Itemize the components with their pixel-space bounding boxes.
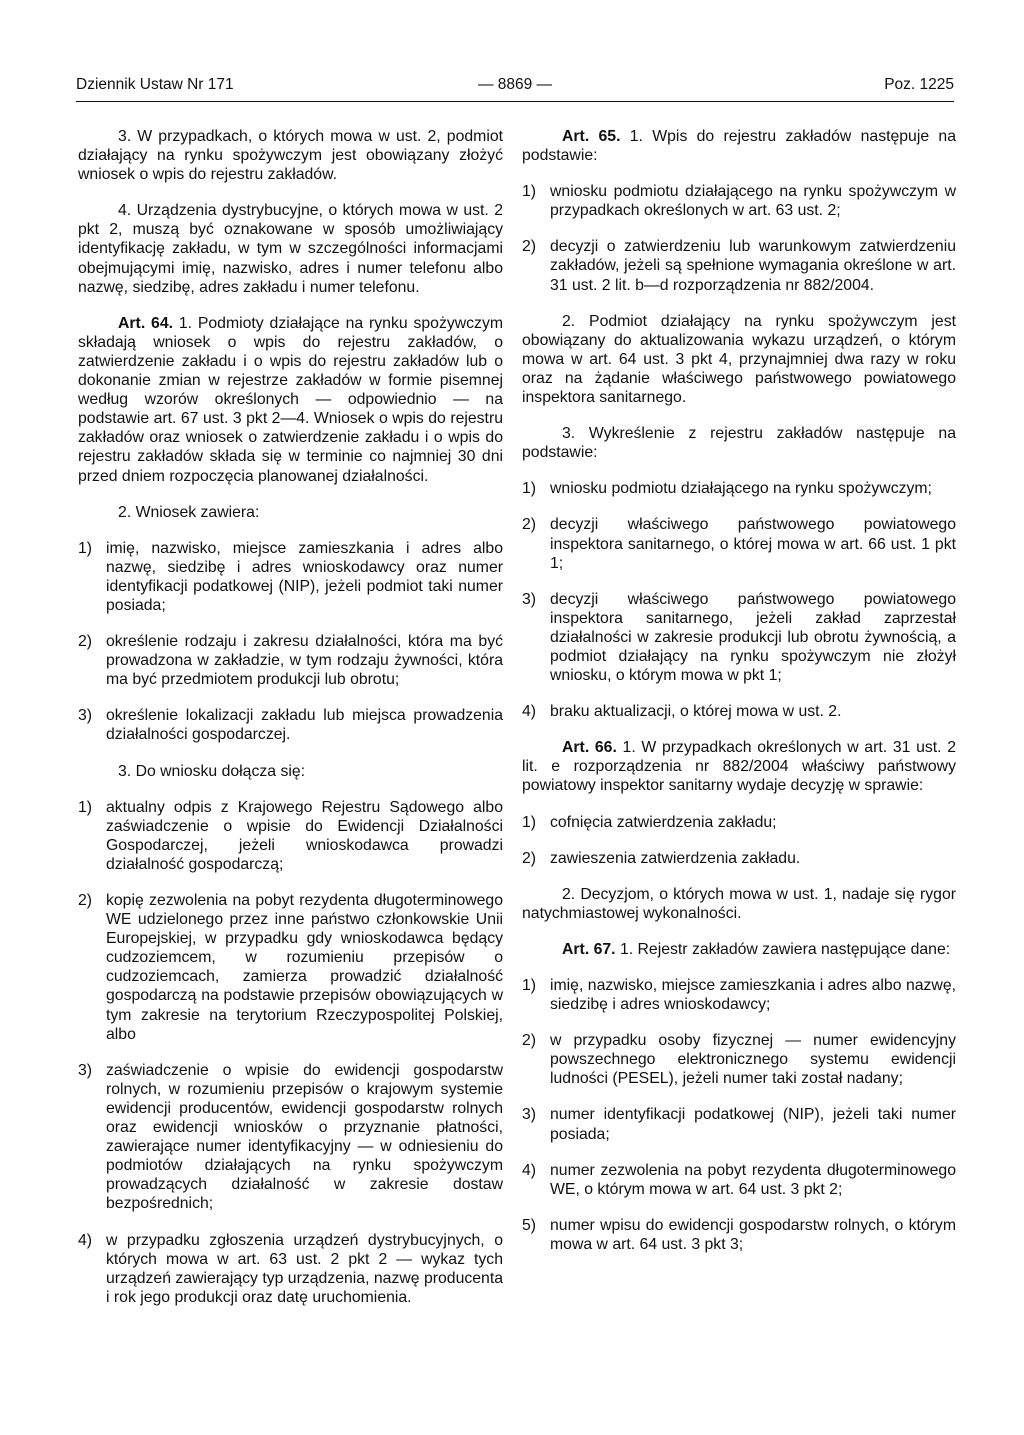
list-item-text: określenie rodzaju i zakresu działalności, która ma być prowadzona w zakładzie, w tym rodzaju żywności, która ma być przedmiotem produkcji lub obrotu; — [106, 633, 503, 689]
list-item-number: 4) — [78, 1231, 93, 1249]
list-item-number: 2) — [78, 633, 93, 651]
article-67-text: 1. Rejestr zakładów zawiera następujące dane: — [619, 940, 951, 958]
list-item-number: 3) — [522, 1106, 537, 1124]
list-item — [522, 1031, 956, 1088]
right-column — [522, 127, 956, 1271]
paragraph-art65-ust2: 2. Podmiot działający na rynku spożywczym jest obowiązany do aktualizowania wykazu urządzeń, o którym mowa w art. 64 ust. 3 pkt 4, przynajmniej dwa razy w roku oraz na żądanie właściwego państwowego powiatowego inspektora sanitarnego. — [522, 312, 956, 407]
list-item-text: decyzji właściwego państwowego powiatowego inspektora sanitarnego, jeżeli zakład zaprzestał działalności w zakresie produkcji lub obrotu żywnością, a podmiot działający na rynku spożywczym nie złożył wniosku, o którym mowa w pkt 1; — [550, 590, 956, 685]
list-item — [78, 632, 503, 689]
list-item-number: 2) — [522, 238, 537, 256]
left-column — [78, 127, 503, 1324]
list-item-text: aktualny odpis z Krajowego Rejestru Sądowego albo zaświadczenie o wpisie do Ewidencji Działalności Gospodarczej, jeżeli wnioskodawca prowadzi działalność gospodarczą; — [106, 798, 503, 873]
list-item — [78, 706, 503, 744]
paragraph-art65-ust3: 3. Wykreślenie z rejestru zakładów następuje na podstawie: — [522, 425, 956, 462]
journal-title: Dziennik Ustaw Nr 171 — [76, 76, 234, 93]
list-item — [78, 798, 503, 874]
list-item — [78, 1231, 503, 1307]
page-number: — 8869 — — [477, 76, 553, 93]
list-item-text: określenie lokalizacji zakładu lub miejsca prowadzenia działalności gospodarczej. — [106, 707, 503, 744]
list-item-text: imię, nazwisko, miejsce zamieszkania i adres albo nazwę, siedzibę i adres wnioskodawcy; — [550, 977, 956, 1014]
article-64-text: 1. Podmioty działające na rynku spożywczym składają wniosek o wpis do rejestru zakładów, o zatwierdzenie zakładu i o wpis do rejestru zakładów lub o dokonanie zmian w rejestrze zakładów w formie pisemnej według wzorów określonych — odpowiednio — na podstawie art. 67 ust. 3 pkt 2—4. Wniosek o wpis do rejestru zakładów oraz wniosek o zatwierdzenie zakładu i o wpis do rejestru zakładów składa się w terminie co najmniej 30 dni przed dniem rozpoczęcia planowanej działalności. — [78, 314, 504, 485]
list-item-number: 2) — [78, 892, 93, 909]
article-65-label: Art. 65. — [562, 128, 621, 145]
list-item-number: 5) — [522, 1216, 537, 1234]
article-67-label: Art. 67. — [562, 940, 616, 958]
list-item — [522, 1161, 956, 1199]
position-number: Poz. 1225 — [884, 76, 954, 93]
header-rule — [76, 101, 954, 102]
article-65-text: 1. Wpis do rejestru zakładów następuje na podstawie: — [522, 128, 956, 165]
paragraph-art63-ust4: 4. Urządzenia dystrybucyjne, o których mowa w ust. 2 pkt 2, muszą być oznakowane w sposób umożliwiający identyfikację zakładu, w tym w szczególności informacjami obejmującymi imię, nazwisko, adres i numer telefonu albo nazwę, siedzibę, adres zakładu i numer telefonu. — [78, 202, 503, 296]
list-item-number: 1) — [78, 539, 93, 557]
list-item-text: wniosku podmiotu działającego na rynku spożywczym; — [550, 480, 932, 498]
list-item-number: 1) — [522, 977, 537, 994]
list-item-number: 1) — [522, 183, 537, 201]
list-item-text: numer identyfikacji podatkowej (NIP), jeżeli taki numer posiada; — [550, 1106, 956, 1143]
article-64 — [78, 314, 503, 486]
list-item-text: braku aktualizacji, o której mowa w ust. 2. — [550, 703, 842, 721]
list-item — [522, 182, 956, 220]
list-item — [522, 1105, 956, 1143]
article-65 — [522, 127, 956, 165]
page-header — [76, 76, 954, 100]
list-item-text: numer zezwolenia na pobyt rezydenta długoterminowego WE, o którym mowa w art. 64 ust. 3 pkt 2; — [550, 1161, 956, 1198]
list-item-text: numer wpisu do ewidencji gospodarstw rolnych, o którym mowa w art. 64 ust. 3 pkt 3; — [550, 1216, 956, 1253]
paragraph-art63-ust3: 3. W przypadkach, o których mowa w ust. 2, podmiot działający na rynku spożywczym jest obowiązany złożyć wniosek o wpis do rejestru zakładów. — [78, 128, 503, 184]
list-item-text: kopię zezwolenia na pobyt rezydenta długoterminowego WE udzielonego przez inne państwo członkowskie Unii Europejskiej, w przypadku gdy wnioskodawca będący cudzoziemcem, w rozumieniu przepisów o cudzoziemcach, zamierza prowadzić działalność gospodarczą na podstawie przepisów obowiązujących w tym zakresie na terytorium Rzeczypospolitej Polskiej, albo — [106, 892, 503, 1043]
list-item-text: w przypadku osoby fizycznej — numer ewidencyjny powszechnego elektronicznego systemu ewidencji ludności (PESEL), jeżeli numer taki został nadany; — [550, 1032, 956, 1088]
list-item-number: 3) — [78, 1061, 93, 1079]
list-item — [522, 702, 956, 721]
article-66 — [522, 738, 956, 795]
list-item-number: 4) — [522, 703, 537, 721]
article-66-label: Art. 66. — [562, 739, 617, 757]
list-item-number: 1) — [522, 480, 537, 498]
list-item-text: zaświadczenie o wpisie do ewidencji gospodarstw rolnych, w rozumieniu przepisów o krajowym systemie ewidencji producentów, ewidencji gospodarstw rolnych oraz ewidencji wniosków o przyznanie płatności, zawierające numer identyfikacyjny — w odniesieniu do podmiotów działających na rynku spożywczym prowadzących działalność w zakresie dostaw bezpośrednich; — [106, 1061, 503, 1213]
list-item-text: imię, nazwisko, miejsce zamieszkania i adres albo nazwę, siedzibę i adres wnioskodawcy oraz numer identyfikacji podatkowej (NIP), jeżeli podmiot taki numer posiada; — [106, 539, 503, 614]
list-item — [522, 590, 956, 685]
paragraph-art64-ust3: 3. Do wniosku dołącza się: — [118, 762, 306, 780]
list-item-text: decyzji właściwego państwowego powiatowego inspektora sanitarnego, o której mowa w art. 66 ust. 1 pkt 1; — [550, 516, 956, 572]
list-item — [78, 539, 503, 615]
list-item-number: 2) — [522, 516, 537, 534]
article-67 — [522, 940, 956, 959]
list-item-number: 3) — [522, 590, 537, 608]
list-item-number: 1) — [522, 813, 537, 831]
list-item-text: wniosku podmiotu działającego na rynku spożywczym w przypadkach określonych w art. 63 ust. 2; — [550, 183, 956, 220]
list-item — [522, 237, 956, 294]
list-item — [522, 1216, 956, 1254]
paragraph-art64-ust2: 2. Wniosek zawiera: — [118, 503, 260, 521]
list-item — [78, 891, 503, 1044]
list-item — [522, 479, 956, 498]
list-item — [522, 976, 956, 1014]
list-item-number: 2) — [522, 1032, 537, 1050]
list-item — [522, 515, 956, 572]
list-item — [522, 813, 956, 832]
article-66-text: 1. W przypadkach określonych w art. 31 ust. 2 lit. e rozporządzenia nr 882/2004 właściwy państwowy powiatowy inspektor sanitarny wydaje decyzję w sprawie: — [522, 739, 957, 795]
list-item-number: 3) — [78, 707, 93, 725]
list-item-text: cofnięcia zatwierdzenia zakładu; — [550, 813, 777, 831]
article-64-label: Art. 64. — [118, 314, 173, 332]
list-item-number: 1) — [78, 798, 93, 816]
list-item-text: zawieszenia zatwierdzenia zakładu. — [550, 849, 801, 867]
list-item-text: decyzji o zatwierdzeniu lub warunkowym zatwierdzeniu zakładów, jeżeli są spełnione wymagania określone w art. 31 ust. 2 lit. b—d rozporządzenia nr 882/2004. — [550, 238, 956, 294]
list-item — [78, 1061, 503, 1214]
list-item-number: 4) — [522, 1161, 537, 1179]
list-item-text: w przypadku zgłoszenia urządzeń dystrybucyjnych, o których mowa w art. 63 ust. 2 pkt 2 — wykaz tych urządzeń zawierający typ urządzenia, nazwę producenta i rok jego produkcji oraz datę uruchomienia. — [106, 1231, 503, 1306]
paragraph-art66-ust2: 2. Decyzjom, o których mowa w ust. 1, nadaje się rygor natychmiastowej wykonalności. — [522, 885, 956, 922]
list-item — [522, 849, 956, 868]
list-item-number: 2) — [522, 849, 537, 867]
